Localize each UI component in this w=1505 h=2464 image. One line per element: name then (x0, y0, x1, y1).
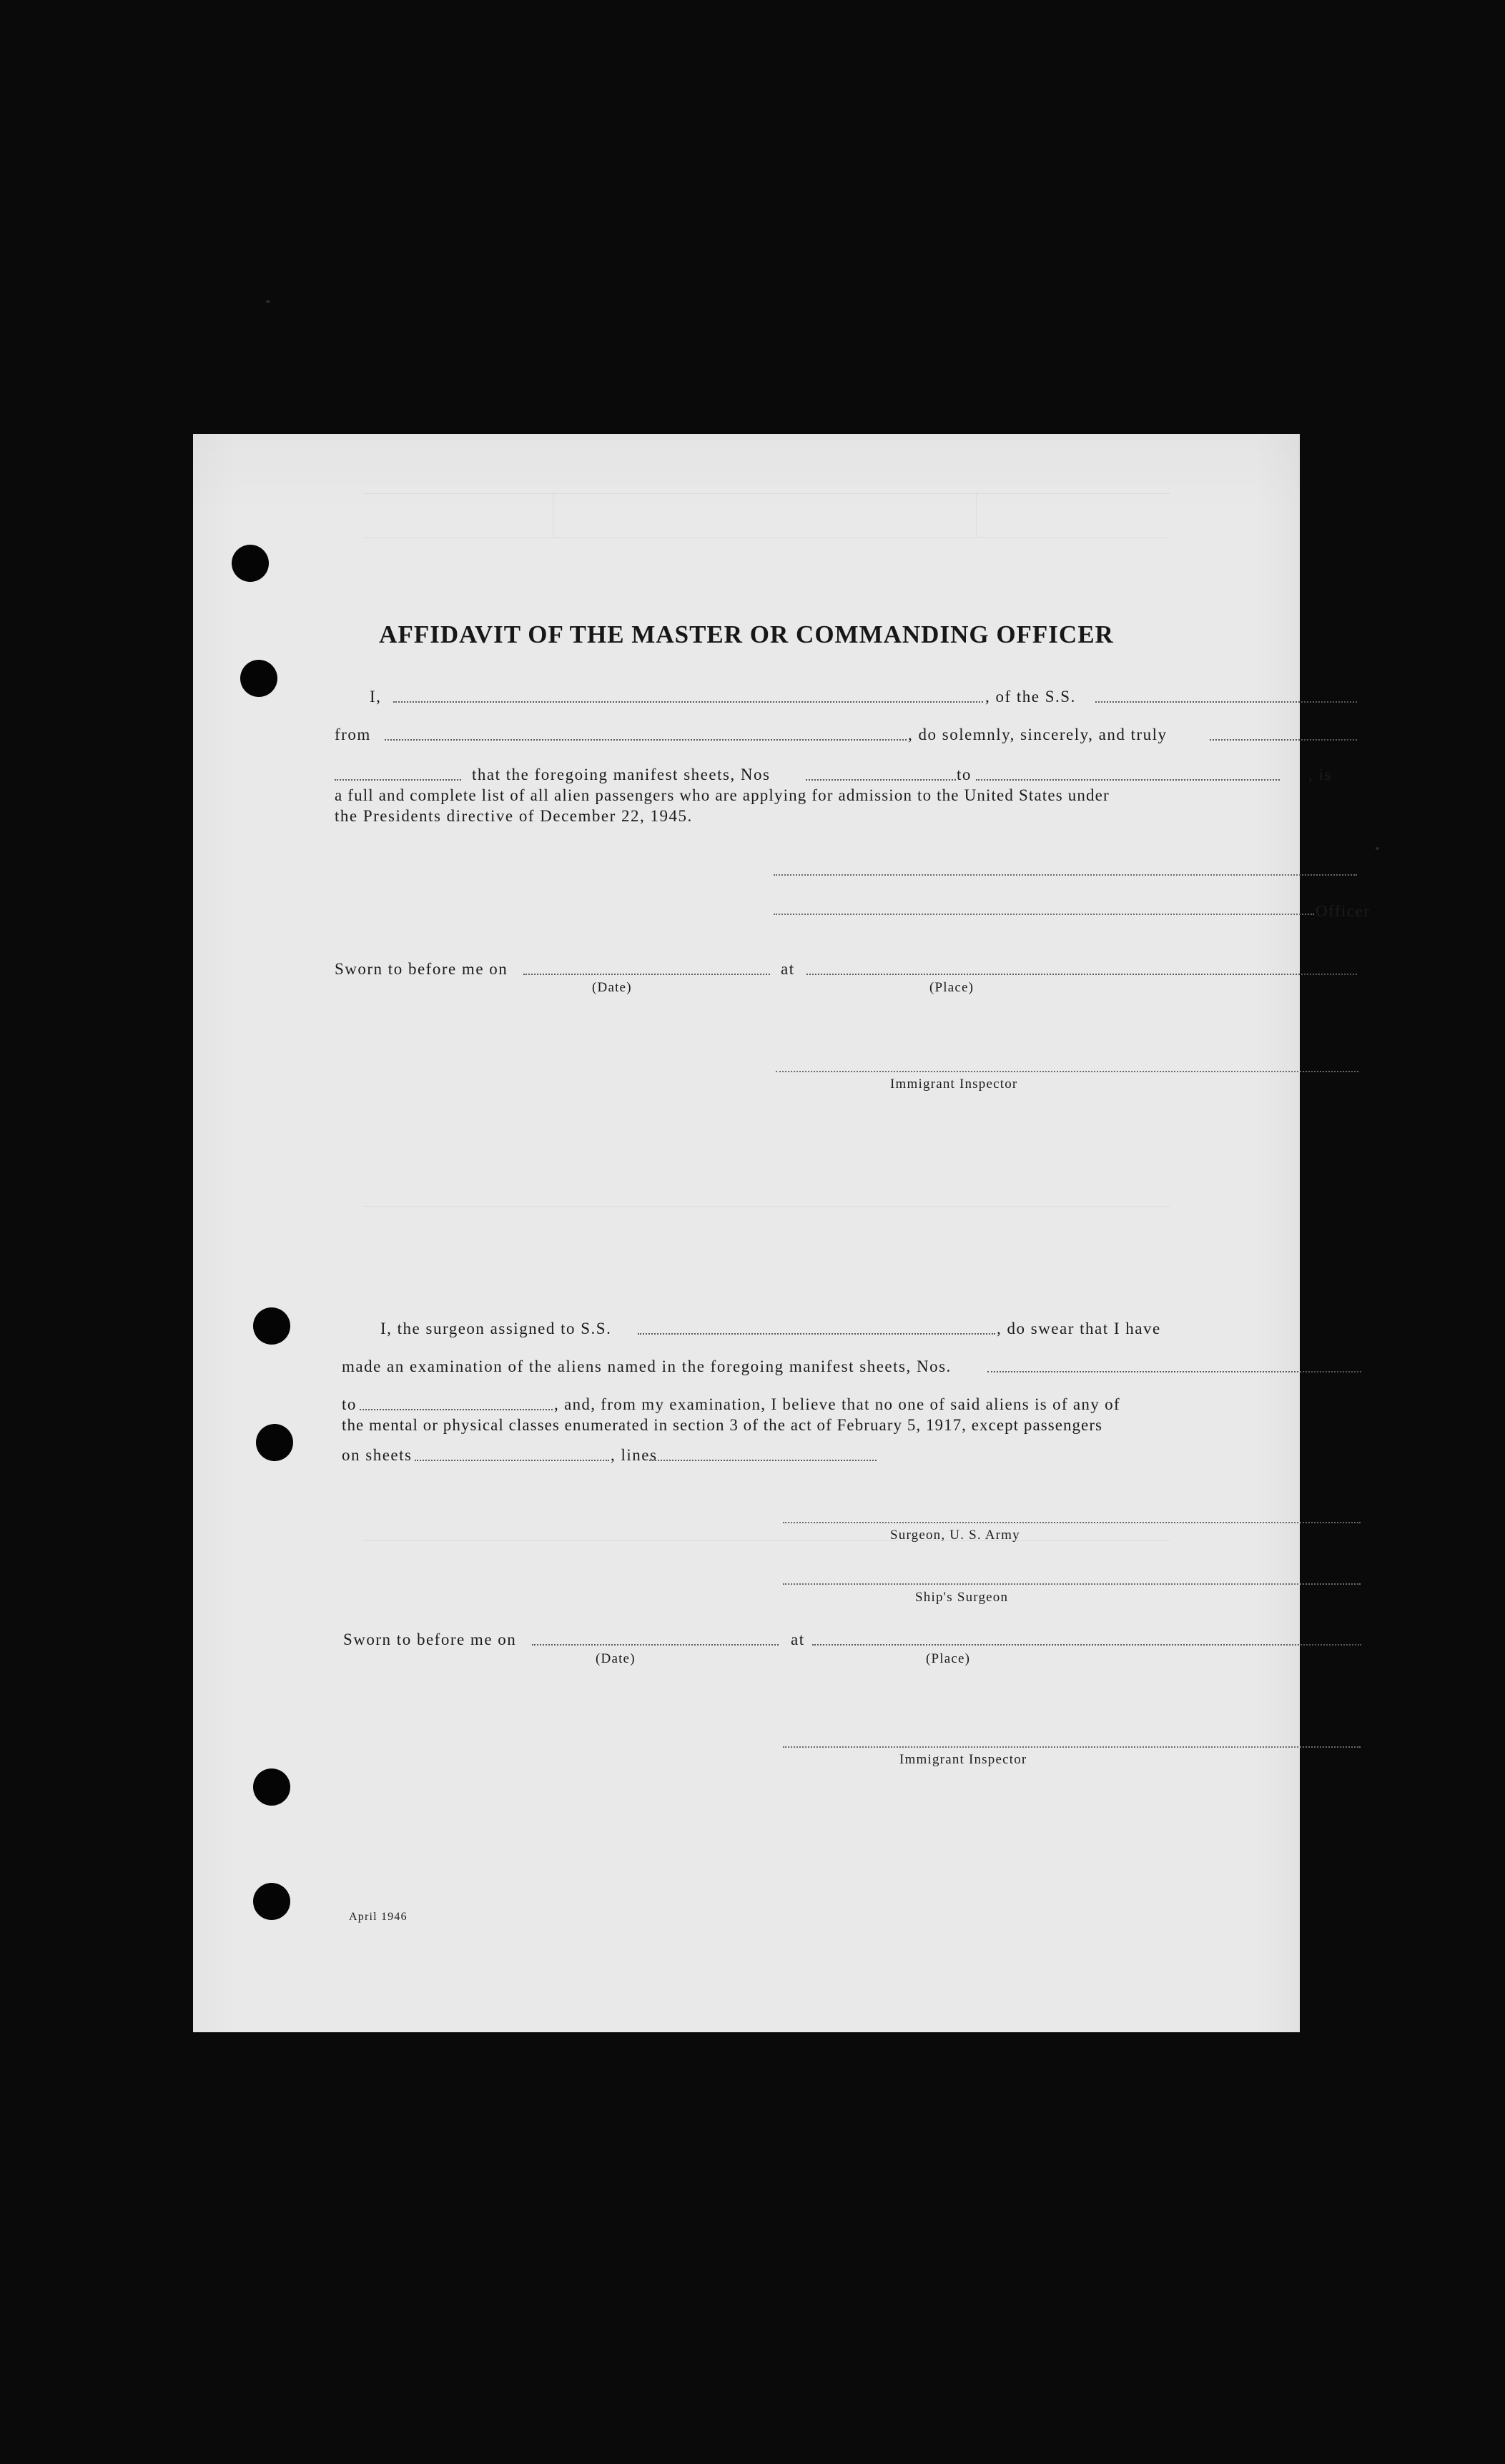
ship-surgeon-signature-line[interactable] (783, 1583, 1361, 1585)
army-surgeon-caption: Surgeon, U. S. Army (890, 1528, 1020, 1543)
ship-name-field[interactable] (1095, 701, 1357, 703)
declaration-continued-field[interactable] (335, 779, 461, 781)
sworn-place-field[interactable] (806, 974, 1357, 975)
form-date: April 1946 (349, 1911, 408, 1923)
show-through-line (976, 493, 977, 538)
foregoing-sheets-label: that the foregoing manifest sheets, Nos (472, 766, 771, 783)
of-ss-label: , of the S.S. (985, 688, 1076, 706)
sheets-to-field[interactable] (976, 779, 1280, 781)
place-caption: (Place) (929, 980, 974, 995)
officer-label: Officer (1316, 902, 1371, 920)
surgeon-statement-start: I, the surgeon assigned to S.S. (380, 1320, 612, 1337)
lines-label: , lines (611, 1446, 658, 1464)
master-name-field[interactable] (393, 701, 983, 703)
affidavit-statement: a full and complete list of all alien passengers who are applying for admission to the United States under (335, 786, 1110, 804)
port-from-field[interactable] (385, 739, 907, 741)
surgeon-place-caption: (Place) (926, 1651, 971, 1666)
scan-speck (266, 300, 270, 303)
sheets-from-field[interactable] (806, 779, 956, 781)
examination-statement: made an examination of the aliens named in the foregoing manifest sheets, Nos. (342, 1357, 952, 1375)
page-title: AFFIDAVIT OF THE MASTER OR COMMANDING OFFICER (379, 620, 1114, 648)
affidavit-directive: the Presidents directive of December 22, 1945. (335, 807, 693, 825)
officer-signature-line-1[interactable] (774, 874, 1357, 876)
surgeon-date-caption: (Date) (596, 1651, 636, 1666)
scan-speck (1376, 847, 1379, 850)
show-through-line (363, 1540, 1170, 1541)
binder-hole (232, 545, 269, 582)
affidavit-i-label: I, (370, 688, 382, 706)
binder-hole (253, 1883, 290, 1920)
surgeon-to-label: to (342, 1395, 357, 1413)
sworn-date-field[interactable] (523, 974, 770, 975)
on-sheets-label: on sheets (342, 1446, 413, 1464)
excepted-lines-field[interactable] (649, 1460, 877, 1461)
excepted-sheets-field[interactable] (415, 1460, 609, 1461)
show-through-line (363, 493, 1170, 494)
is-label: , is (1308, 766, 1332, 783)
surgeon-at-label: at (791, 1631, 805, 1648)
army-surgeon-signature-line[interactable] (783, 1522, 1361, 1523)
classes-statement: the mental or physical classes enumerated in section 3 of the act of February 5, 1917, except passengers (342, 1416, 1103, 1434)
show-through-line (363, 1206, 1170, 1207)
at-label: at (781, 960, 795, 978)
surgeon-sworn-place-field[interactable] (812, 1644, 1361, 1646)
binder-hole (253, 1307, 290, 1345)
surgeon-sheets-to-field[interactable] (360, 1409, 553, 1410)
from-label: from (335, 726, 371, 743)
surgeon-inspector-caption: Immigrant Inspector (899, 1752, 1027, 1767)
surgeon-ship-field[interactable] (638, 1333, 995, 1335)
surgeon-sworn-date-field[interactable] (532, 1644, 779, 1646)
binder-hole (240, 660, 277, 697)
examination-result: , and, from my examination, I believe that no one of said aliens is of any of (554, 1395, 1120, 1413)
binder-hole (256, 1424, 293, 1461)
surgeon-inspector-signature-line[interactable] (783, 1746, 1361, 1748)
ship-surgeon-caption: Ship's Surgeon (915, 1590, 1009, 1605)
binder-hole (253, 1768, 290, 1806)
swear-label: , do swear that I have (997, 1320, 1161, 1337)
surgeon-sworn-label: Sworn to before me on (343, 1631, 517, 1648)
date-caption: (Date) (592, 980, 632, 995)
to-label: to (957, 766, 972, 783)
inspector-signature-line[interactable] (776, 1071, 1358, 1072)
surgeon-sheets-from-field[interactable] (987, 1371, 1361, 1372)
solemnly-label: , do solemnly, sincerely, and truly (908, 726, 1168, 743)
inspector-caption: Immigrant Inspector (890, 1077, 1018, 1092)
declaration-field[interactable] (1210, 739, 1357, 741)
document-page (193, 434, 1371, 2032)
officer-signature-line-2[interactable] (774, 914, 1314, 915)
sworn-label: Sworn to before me on (335, 960, 508, 978)
